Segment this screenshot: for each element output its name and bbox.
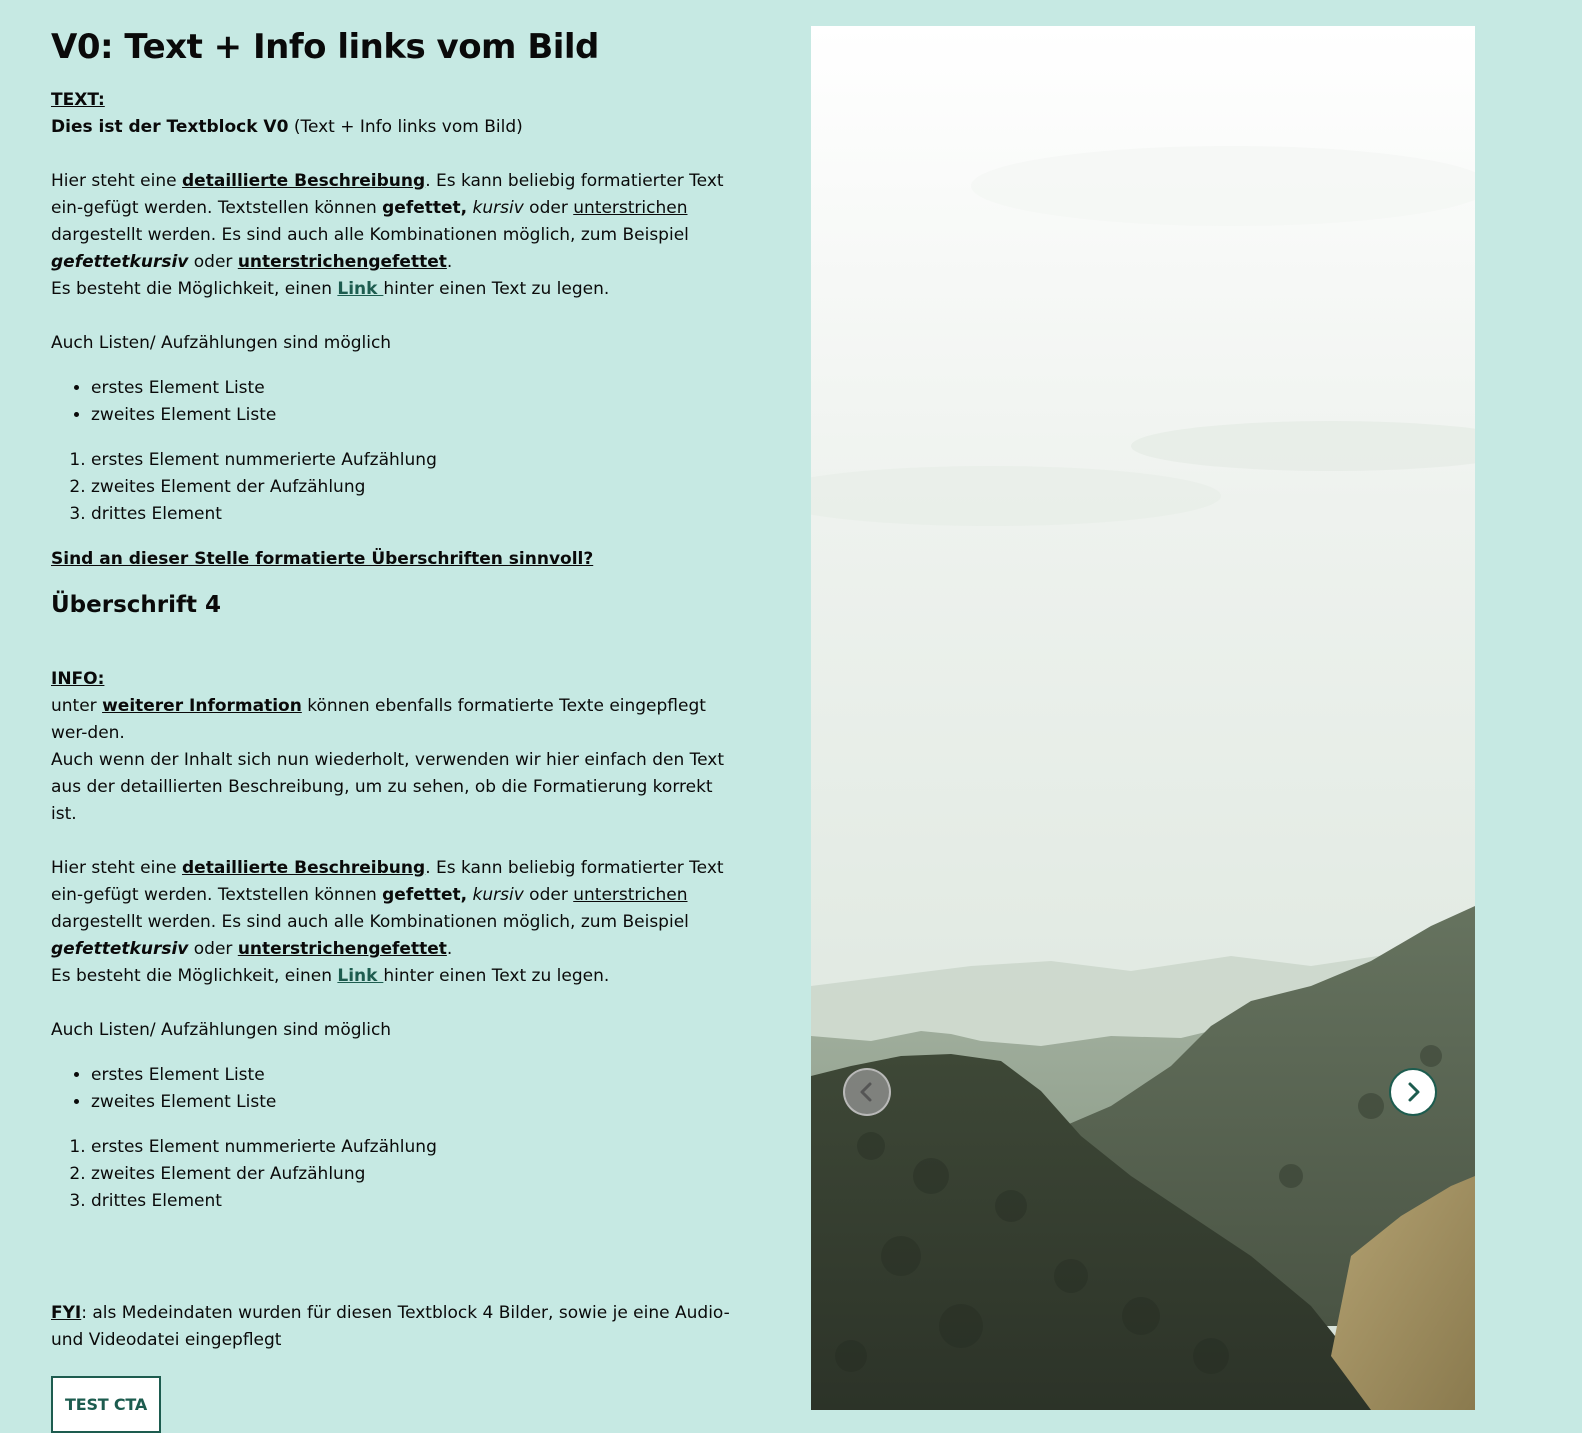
list-item: • zweites Element Liste	[91, 1089, 731, 1116]
desc-text: . Es kann beliebig formatierter Text ein-gefügt werden. Textstellen können	[51, 171, 724, 218]
link-line-pre: Es besteht die Möglichkeit, einen	[51, 966, 338, 986]
desc-italic: kursiv	[467, 885, 524, 905]
heading-4: Überschrift 4	[51, 592, 222, 618]
description-paragraph-repeat	[51, 855, 731, 963]
description-paragraph	[51, 168, 731, 276]
text-lead-bold: Dies ist der Textblock V0	[51, 117, 289, 137]
link-line-repeat	[51, 963, 731, 990]
image-carousel	[811, 26, 1475, 1410]
desc-bold: gefettet,	[382, 885, 468, 905]
desc-text: dargestellt werden. Es sind auch alle Kombinationen möglich, zum Beispiel	[51, 912, 689, 932]
inline-link[interactable]: Link	[337, 279, 384, 299]
test-cta-button[interactable]: TEST CTA	[51, 1376, 161, 1433]
link-line-pre: Es besteht die Möglichkeit, einen	[51, 279, 338, 299]
list-item: • zweites Element Liste	[91, 402, 731, 429]
list-item: 2. zweites Element der Aufzählung	[91, 474, 731, 501]
lists-intro-repeat: Auch Listen/ Aufzählungen sind möglich	[51, 1020, 392, 1040]
info-section-label: INFO:	[51, 669, 105, 689]
desc-bold-italic: gefettetkursiv	[51, 939, 189, 959]
desc-text: oder	[188, 939, 238, 959]
list-item: 1. erstes Element nummerierte Aufzählung	[91, 1134, 731, 1161]
desc-text: Hier steht eine	[51, 858, 183, 878]
info-bold-underline: weiterer Information	[102, 696, 302, 716]
desc-bold-underline: detaillierte Beschreibung	[182, 171, 426, 191]
desc-text: oder	[523, 198, 574, 218]
text-column	[51, 22, 731, 1433]
list-item: • erstes Element Liste	[91, 375, 731, 402]
desc-text: Hier steht eine	[51, 171, 183, 191]
desc-text: .	[446, 939, 453, 959]
lists-intro: Auch Listen/ Aufzählungen sind möglich	[51, 333, 392, 353]
desc-text: oder	[188, 252, 238, 272]
chevron-left-icon	[856, 1081, 878, 1103]
info-line-1	[51, 693, 731, 747]
info-line-2: Auch wenn der Inhalt sich nun wiederholt, verwenden wir hier einfach den Text aus der detaillierten Beschreibung, um zu sehen, ob die Formatierung korrekt ist.	[51, 750, 725, 824]
desc-bold-italic: gefettetkursiv	[51, 252, 189, 272]
text-section-label: TEXT:	[51, 90, 105, 110]
list-item: • erstes Element Liste	[91, 1062, 731, 1089]
info-text: unter	[51, 696, 103, 716]
chevron-right-icon	[1402, 1081, 1424, 1103]
desc-bold-underline: unterstrichengefettet	[237, 939, 447, 959]
desc-text: dargestellt werden. Es sind auch alle Kombinationen möglich, zum Beispiel	[51, 225, 689, 245]
desc-underline: unterstrichen	[573, 198, 688, 218]
fyi-label: FYI	[51, 1303, 82, 1323]
numbered-list	[51, 447, 731, 528]
text-lead	[51, 114, 731, 141]
fyi-note	[51, 1300, 731, 1354]
link-line	[51, 276, 731, 303]
desc-bold-underline: unterstrichengefettet	[237, 252, 447, 272]
numbered-list-repeat	[51, 1134, 731, 1215]
desc-text: .	[446, 252, 453, 272]
list-item: 1. erstes Element nummerierte Aufzählung	[91, 447, 731, 474]
desc-bold-underline: detaillierte Beschreibung	[182, 858, 426, 878]
bullet-list	[51, 375, 731, 429]
bullet-list-repeat	[51, 1062, 731, 1116]
list-item: 3. drittes Element	[91, 1188, 731, 1215]
link-line-post: hinter einen Text zu legen.	[383, 966, 610, 986]
desc-bold: gefettet,	[382, 198, 468, 218]
carousel-next-button[interactable]	[1389, 1068, 1437, 1116]
question-heading: Sind an dieser Stelle formatierte Überschriften sinnvoll?	[51, 549, 594, 569]
inline-link-repeat[interactable]: Link	[337, 966, 384, 986]
desc-text: oder	[523, 885, 574, 905]
text-lead-rest: (Text + Info links vom Bild)	[288, 117, 523, 137]
page-title: V0: Text + Info links vom Bild	[51, 27, 599, 67]
info-text: können ebenfalls formatierte Texte eingepflegt wer-den.	[51, 696, 706, 743]
list-item: 3. drittes Element	[91, 501, 731, 528]
desc-underline: unterstrichen	[573, 885, 688, 905]
link-line-post: hinter einen Text zu legen.	[383, 279, 610, 299]
list-item: 2. zweites Element der Aufzählung	[91, 1161, 731, 1188]
desc-text: . Es kann beliebig formatierter Text ein-gefügt werden. Textstellen können	[51, 858, 724, 905]
fyi-text: : als Medeindaten wurden für diesen Textblock 4 Bilder, sowie je eine Audio- und Videodatei eingepflegt	[51, 1303, 730, 1350]
landscape-image	[811, 26, 1475, 1410]
carousel-prev-button[interactable]	[843, 1068, 891, 1116]
desc-italic: kursiv	[467, 198, 524, 218]
